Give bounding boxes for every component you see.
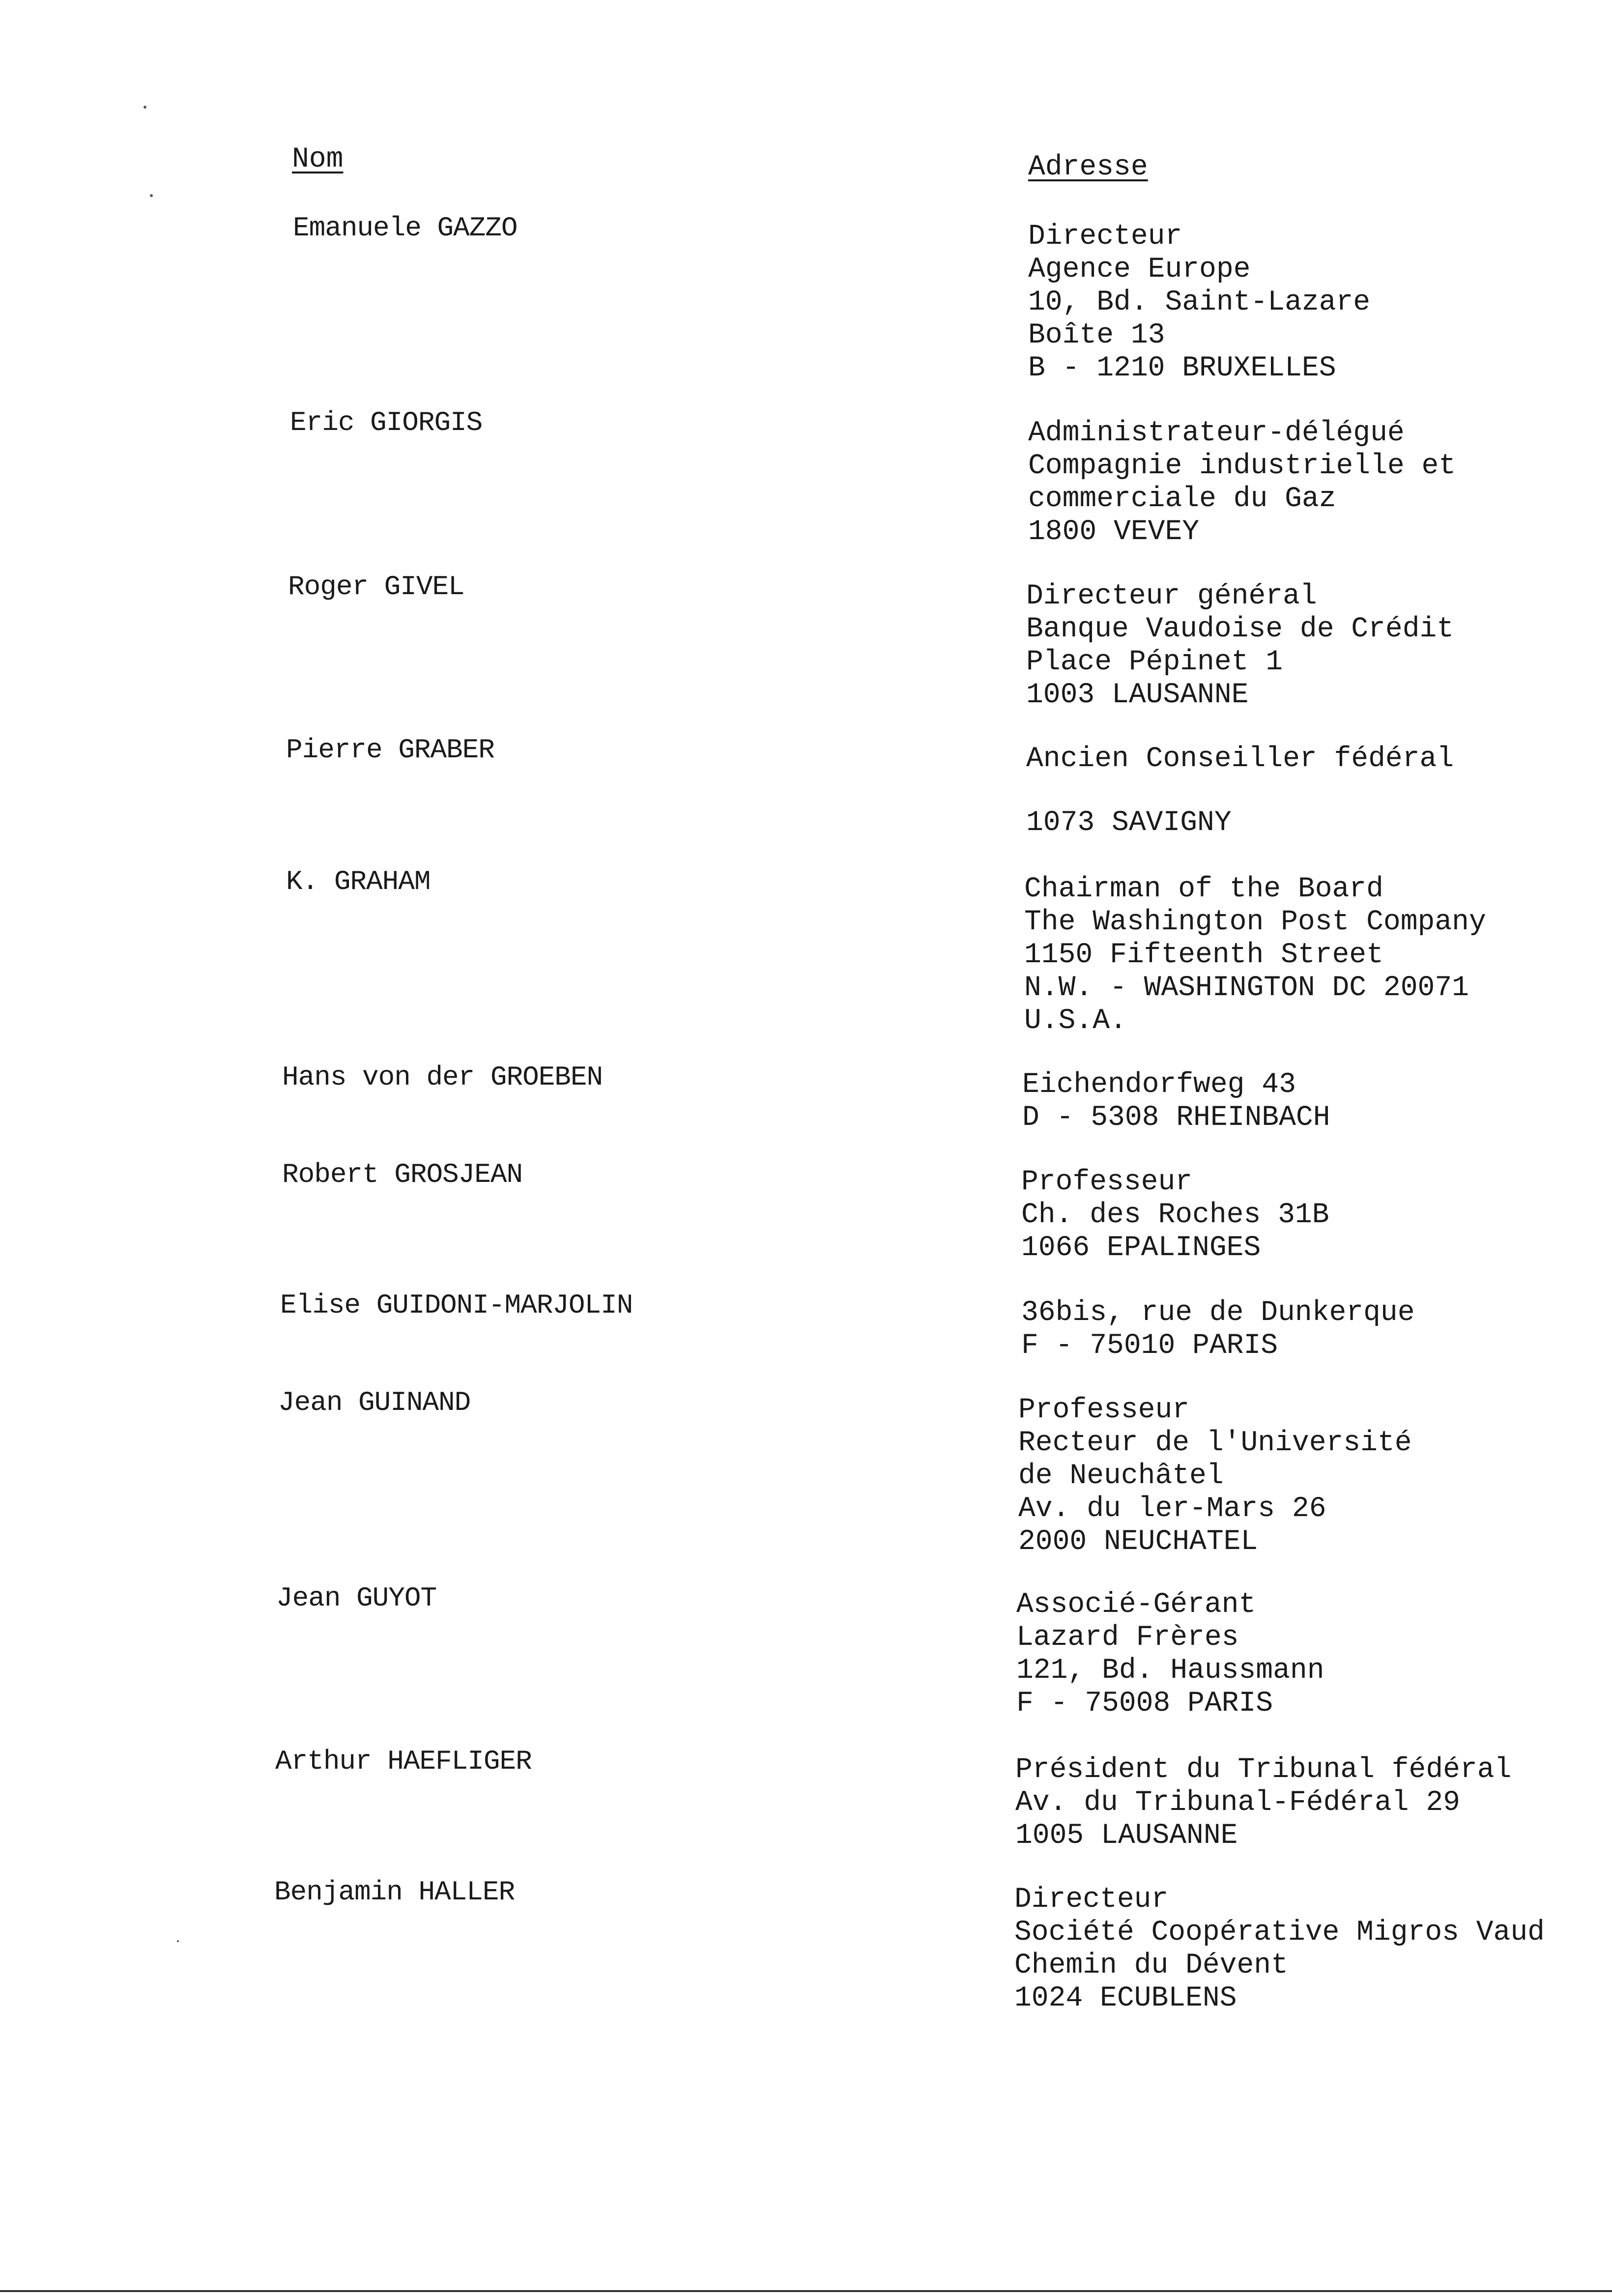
address-line: Lazard Frères (1016, 1622, 1239, 1654)
address-line: Professeur (1018, 1394, 1190, 1426)
address-line: Banque Vaudoise de Crédit (1026, 613, 1454, 645)
entry-name: K. GRAHAM (286, 866, 431, 897)
entry-name: Hans von der GROEBEN (282, 1062, 603, 1093)
address-line: Av. du Tribunal-Fédéral 29 (1015, 1787, 1460, 1819)
bottom-edge-rule (0, 2290, 1612, 2292)
address-line: 2000 NEUCHATEL (1018, 1526, 1258, 1558)
entry-name: Robert GROSJEAN (282, 1159, 523, 1190)
entry-address (1015, 1753, 1511, 1852)
address-line: 121, Bd. Haussmann (1016, 1655, 1324, 1687)
address-line: Associé-Gérant (1016, 1589, 1256, 1621)
address-line: Boîte 13 (1028, 319, 1165, 351)
address-line: U.S.A. (1024, 1005, 1127, 1037)
entry-name: Jean GUINAND (278, 1387, 471, 1418)
address-line: F - 75010 PARIS (1021, 1330, 1278, 1362)
address-line: de Neuchâtel (1018, 1460, 1224, 1492)
address-line: Professeur (1021, 1166, 1193, 1198)
address-line: 1066 EPALINGES (1021, 1232, 1261, 1264)
address-line: D - 5308 RHEINBACH (1022, 1102, 1330, 1134)
address-line: The Washington Post Company (1024, 906, 1486, 938)
address-line: 1005 LAUSANNE (1015, 1820, 1238, 1852)
scan-speck (177, 1940, 179, 1942)
address-line: Directeur (1014, 1884, 1169, 1916)
address-line: Société Coopérative Migros Vaud (1014, 1917, 1545, 1949)
address-line: Directeur général (1026, 580, 1317, 612)
address-line (1026, 775, 1454, 807)
entry-name: Arthur HAEFLIGER (275, 1746, 532, 1777)
address-line: Recteur de l'Université (1018, 1427, 1412, 1459)
address-line: Av. du ler-Mars 26 (1018, 1493, 1326, 1525)
entry-address (1016, 1588, 1324, 1720)
entry-address (1021, 1166, 1329, 1264)
entry-name: Elise GUIDONI-MARJOLIN (280, 1290, 633, 1321)
address-line: 10, Bd. Saint-Lazare (1028, 287, 1371, 318)
entry-address (1014, 1883, 1545, 2015)
entry-name: Eric GIORGIS (290, 407, 483, 438)
entry-address (1028, 417, 1456, 548)
address-line: Chemin du Dévent (1014, 1950, 1288, 1981)
address-line: 1150 Fifteenth Street (1024, 939, 1383, 971)
column-header-name: Nom (292, 144, 344, 175)
entry-name: Jean GUYOT (276, 1582, 437, 1614)
entry-name: Roger GIVEL (288, 571, 464, 603)
scan-speck (144, 106, 146, 109)
address-line: 1024 ECUBLENS (1014, 1982, 1237, 2014)
entry-address (1028, 220, 1370, 385)
entry-name: Pierre GRABER (286, 734, 494, 766)
address-line: N.W. - WASHINGTON DC 20071 (1024, 972, 1469, 1004)
address-line: Compagnie industrielle et (1028, 450, 1456, 482)
address-line: Ancien Conseiller fédéral (1026, 743, 1454, 775)
address-line: Eichendorfweg 43 (1022, 1069, 1296, 1101)
entry-name: Emanuele GAZZO (293, 212, 518, 244)
address-line: B - 1210 BRUXELLES (1028, 352, 1336, 384)
address-line: 1003 LAUSANNE (1026, 679, 1249, 711)
address-line: F - 75008 PARIS (1016, 1688, 1273, 1720)
address-line: commerciale du Gaz (1028, 483, 1336, 515)
address-line: Administrateur-délégué (1028, 417, 1405, 449)
entry-address (1021, 1296, 1415, 1362)
address-line: Chairman of the Board (1024, 873, 1383, 905)
entry-address (1026, 580, 1454, 712)
address-line: Président du Tribunal fédéral (1015, 1754, 1512, 1786)
entry-address (1018, 1394, 1412, 1558)
address-line: 1800 VEVEY (1028, 516, 1200, 548)
entry-name: Benjamin HALLER (274, 1876, 515, 1908)
entry-address (1022, 1068, 1330, 1134)
entry-address (1024, 873, 1486, 1037)
address-line: Directeur (1028, 221, 1182, 253)
address-line: 1073 SAVIGNY (1026, 807, 1232, 839)
address-line: Agence Europe (1028, 254, 1251, 286)
address-line: 36bis, rue de Dunkerque (1021, 1297, 1415, 1329)
address-line: Place Pépinet 1 (1026, 646, 1283, 678)
entry-address (1026, 743, 1454, 839)
column-header-address: Adresse (1028, 151, 1148, 183)
scan-speck (150, 194, 153, 197)
address-line: Ch. des Roches 31B (1021, 1199, 1329, 1231)
